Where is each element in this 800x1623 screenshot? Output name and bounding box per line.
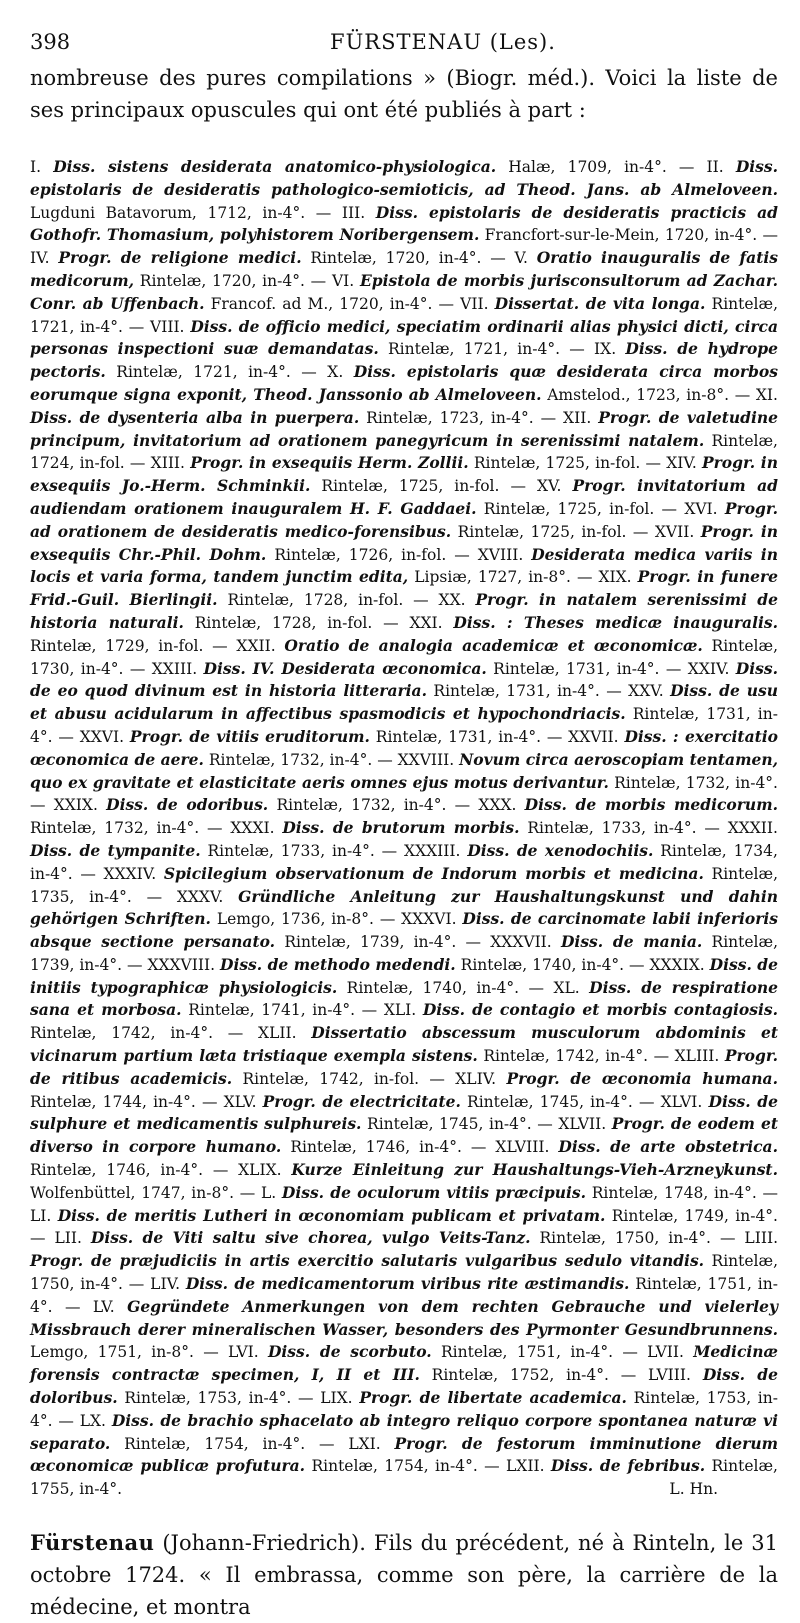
item-title: Kurze Einleitung zur Haushaltungs-Vieh-Arzneykunst. <box>291 1160 778 1180</box>
item-title: Spicilegium observationum de Indorum morbis et medicina. <box>163 863 704 883</box>
item-imprint: Lugduni Batavorum, 1712, in-4°. <box>30 203 306 222</box>
item-title: Diss. epistolaris de desideratis practicis ad Gothofr. Thomasium, polyhistorem Noribergensem. <box>30 202 779 245</box>
item-label: XLVIII. <box>495 1138 550 1157</box>
item-title: Progr. de vitiis eruditorum. <box>129 726 370 746</box>
item-label: XXVI. <box>79 727 125 746</box>
item-imprint: Rintelæ, 1720, in-4°. <box>310 249 482 268</box>
item-title: Desiderata medica variis in locis et varia forma, tandem junctim edita, <box>30 544 778 587</box>
item-label: LX. <box>79 1411 106 1430</box>
item-label: XLIII. <box>674 1047 720 1066</box>
item-label: XXXIV. <box>103 864 157 883</box>
item-imprint: Rintelæ, 1749, in-4°. <box>611 1206 778 1225</box>
item-label: LVI. <box>228 1343 259 1362</box>
item-imprint: Wolfenbüttel, 1747, in-8°. <box>30 1183 234 1202</box>
item-label: LXI. <box>348 1434 381 1453</box>
item-label: XXVII. <box>568 727 619 746</box>
item-title: Diss. de xenodochiis. <box>467 840 654 860</box>
item-imprint: Rintelæ, 1740, in-4°. <box>346 978 520 997</box>
item-imprint: Rintelæ, 1746, in-4°. <box>290 1138 462 1157</box>
item-label: XIV. <box>666 454 697 473</box>
bibliography-item <box>152 660 660 678</box>
item-imprint: Rintelæ, 1742, in-4°. <box>483 1047 648 1066</box>
item-imprint: Rintelæ, 1745, in-4°. <box>367 1115 532 1134</box>
item-imprint: Rintelæ, 1735, in-4°. <box>30 864 778 906</box>
item-imprint: Rintelæ, 1721, in-4°. <box>387 340 561 359</box>
item-title: Progr. de œconomia humana. <box>506 1068 778 1088</box>
item-label: XXI. <box>409 613 443 632</box>
item-title: Diss. de meritis Lutheri in œconomiam publicam et privatam. <box>57 1205 606 1225</box>
item-title: Diss. de doloribus. <box>30 1365 778 1408</box>
item-title: Medicinæ forensis contractæ specimen, I, II et III. <box>30 1342 778 1385</box>
item-label: XXXVIII. <box>147 955 216 974</box>
item-imprint: Amstelod., 1723, in-8°. <box>547 385 730 404</box>
item-label: XXXII. <box>727 819 778 838</box>
item-title: Progr. in exsequiis Herm. Zollii. <box>190 453 469 473</box>
item-imprint: Rintelæ, 1725, in-fol. <box>473 454 641 473</box>
item-label: XXXI. <box>230 819 275 838</box>
item-title: Diss. de febribus. <box>550 1456 706 1476</box>
item-title: Epistola de morbis jurisconsultorum ad Zachar. Conr. ab Uffenbach. <box>30 270 778 313</box>
item-imprint: Rintelæ, 1745, in-4°. <box>467 1092 633 1111</box>
item-title: Progr. de religione medici. <box>58 248 302 268</box>
item-label: V. <box>514 249 528 268</box>
bibliography-item <box>228 1343 613 1361</box>
item-title: Progr. in funere Frid.-Guil. Bierlingii. <box>30 567 779 610</box>
bibliography-item <box>147 956 624 974</box>
intro-paragraph: nombreuse des pures compilations » (Biogr. méd.). Voici la liste de ses principaux opuscules qui ont été publiés à part : <box>30 66 778 122</box>
item-imprint: Rintelæ, 1740, in-4°. <box>460 955 625 974</box>
item-label: XXIV. <box>687 659 730 678</box>
item-title: Diss. : Theses medicæ inauguralis. <box>453 612 778 632</box>
item-title: Gegründete Anmerkungen von dem rechten Gebrauche und vielerley Missbrauch derer mineralischen Wasser, besonders des Pyrmonter Gesundbrunnens. <box>30 1296 779 1339</box>
item-label: LVII. <box>647 1343 684 1362</box>
item-title: Diss. : exercitatio œconomica de aere. <box>30 726 778 769</box>
item-title: Progr. in exsequiis Chr.-Phil. Dohm. <box>30 521 778 564</box>
item-title: Diss. de methodo medendi. <box>220 954 456 974</box>
item-label: XLII. <box>258 1024 297 1043</box>
item-title: Progr. in natalem serenissimi de historia naturali. <box>30 590 778 632</box>
item-imprint: Rintelæ, 1741, in-4°. <box>188 1001 356 1020</box>
bibliography-item <box>30 1207 778 1225</box>
item-imprint: Lipsiæ, 1727, in-8°. <box>414 568 571 587</box>
item-label: LIII. <box>744 1229 778 1248</box>
item-label: LIV. <box>150 1275 180 1294</box>
item-label: XLV. <box>223 1092 257 1111</box>
item-title: Diss. sistens desiderata anatomico-physiologica. <box>53 157 497 176</box>
bibliography-item <box>54 1229 711 1247</box>
item-title: Oratio de analogia academicæ et œconomicæ. <box>284 635 703 655</box>
item-title: Progr. ad orationem de desideratis medico-forensibus. <box>30 498 779 541</box>
item-imprint: Rintelæ, 1751, in-4°. <box>30 1275 778 1316</box>
item-label: XIX. <box>598 568 632 587</box>
item-label: XXV. <box>628 682 664 701</box>
item-title: Diss. de hydrope pectoris. <box>30 339 778 382</box>
item-label: XLVI. <box>660 1092 703 1111</box>
item-imprint: Rintelæ, 1733, in-4°. <box>527 819 697 838</box>
item-imprint: Rintelæ, 1752, in-4°. <box>431 1366 609 1385</box>
item-label: XI. <box>755 385 778 404</box>
item-title: Diss. de Viti saltu sive chorea, vulgo Veits-Tanz. <box>90 1228 531 1248</box>
item-imprint: Rintelæ, 1744, in-4°. <box>30 1092 196 1111</box>
item-imprint: Rintelæ, 1753, in-4°. <box>124 1389 292 1408</box>
item-title: Diss. de mania. <box>560 932 703 952</box>
item-label: XX. <box>438 591 466 610</box>
item-imprint: Rintelæ, 1751, in-4°. <box>440 1343 614 1362</box>
item-title: Diss. de medicamentorum viribus rite æstimandis. <box>185 1274 630 1294</box>
page-header <box>30 22 778 58</box>
item-label: L. <box>260 1183 277 1202</box>
item-label: XIII. <box>150 454 185 473</box>
item-imprint: Rintelæ, 1732, in-4°. <box>614 773 778 792</box>
bibliography-item <box>30 158 667 176</box>
item-label: IV. <box>30 249 50 268</box>
item-label: I. <box>30 158 42 176</box>
bibliography-item <box>54 796 447 814</box>
item-imprint: Rintelæ, 1725, in-fol. <box>321 477 500 496</box>
item-title: Diss. de respiratione sana et morbosa. <box>30 977 779 1020</box>
item-title: Diss. de morbis medicorum. <box>524 795 778 815</box>
item-label: IX. <box>594 340 617 359</box>
item-title: Progr. in exsequiis Jo.-Herm. Schminkii. <box>30 453 778 496</box>
item-title: Progr. de valetudine principum, invitatorium ad orationem panegyricum in serenissimi natalem. <box>30 407 778 450</box>
item-imprint: Rintelæ, 1750, in-4°. <box>539 1229 711 1248</box>
item-title: Progr. de festorum imminutione dierum œconomicæ publicæ profutura. <box>30 1433 778 1476</box>
item-label: LIX. <box>320 1389 353 1408</box>
item-label: XXVIII. <box>397 750 455 769</box>
item-imprint: Rintelæ, 1720, in-4°. <box>139 271 305 290</box>
document-page <box>30 22 778 1623</box>
item-imprint: Rintelæ, 1754, in-4°. <box>311 1457 478 1476</box>
item-imprint: Rintelæ, 1734, in-4°. <box>30 841 778 883</box>
item-title: Diss. epistolaris quæ desiderata circa morbos eorumque signa exponit, Theod. Janssonio ab Almeloveen. <box>30 362 778 404</box>
item-title: Diss. de brachio sphacelato ab integro reliquo corpore spontanea naturæ vi separato. <box>30 1410 778 1453</box>
item-imprint: Rintelæ, 1731, in-4°. <box>493 659 660 678</box>
item-title: Diss. de arte obstetrica. <box>558 1137 778 1157</box>
item-title: Progr. de electricitate. <box>262 1091 461 1111</box>
item-title: Novum circa aeroscopiam tentamen, quo ex gravitate et elasticitate aeris omnes ejus motus derivantur. <box>30 749 778 792</box>
item-imprint: Rintelæ, 1748, in-4°. <box>591 1183 757 1202</box>
item-label: II. <box>706 158 724 176</box>
item-imprint: Rintelæ, 1730, in-4°. <box>30 636 779 678</box>
item-label: XVIII. <box>477 545 524 564</box>
item-label: XLVII. <box>558 1115 607 1134</box>
entry-headword: Fürstenau <box>30 1530 155 1556</box>
item-label: XXIX. <box>53 796 98 815</box>
item-label: VII. <box>460 294 489 313</box>
item-label: LVIII. <box>648 1366 691 1385</box>
item-imprint: Rintelæ, 1732, in-4°. <box>208 750 373 769</box>
item-title: Diss. epistolaris de desideratis pathologico-semioticis, ad Theod. Jans. ab Almeloveen. <box>30 157 779 199</box>
bibliography-item <box>80 728 541 746</box>
item-label: XVI. <box>684 499 718 518</box>
next-entry <box>30 1527 778 1623</box>
item-label: XXXVI. <box>401 910 457 929</box>
item-title: Dissertatio abscessum musculorum abdominis et vicinarum partium læta tristiaque exempla sistens. <box>30 1023 778 1066</box>
item-label: LII. <box>54 1229 82 1248</box>
item-imprint: Rintelæ, 1754, in-4°. <box>124 1434 306 1453</box>
item-imprint: Rintelæ, 1731, in-4°. <box>375 727 541 746</box>
item-title: Diss. de odoribus. <box>106 795 269 815</box>
running-head: FÜRSTENAU (Les). <box>330 30 556 54</box>
bibliography-list: I. Diss. sistens desiderata anatomico-physiologica. Halæ, 1709, in-4°. — II. Diss. epistolaris de desideratis pathologico-semioticis, ad Theod. Jans. ab Almeloveen. Lugduni Batavorum, 1712, in-4°. — III. Diss. epistolaris de desideratis practicis ad Gothofr. Thomasium, polyhistorem Noribergensem. Francfort-sur-le-Mein, 1720, in-4°. — IV. Progr. de religione medici. Rintelæ, 1720, in-4°. — V. Oratio inauguralis de fatis medicorum, Rintelæ, 1720, in-4°. — VI. Epistola de morbis jurisconsultorum ad Zachar. Conr. ab Uffenbach. Francof. ad M., 1720, in-4°. — VII. Dissertat. de vita longa. Rintelæ, 1721, in-4°. — VIII. Diss. de officio medici, speciatim ordinarii alias physici dicti, circa personas inspectioni suæ demandatas. Rintelæ, 1721, in-4°. — IX. Diss. de hydrope pectoris. Rintelæ, 1721, in-4°. — X. Diss. epistolaris quæ desiderata circa morbos eorumque signa exponit, Theod. Janssonio ab Almeloveen. Amstelod., 1723, in-8°. — XI. Diss. de dysenteria alba in puerpera. Rintelæ, 1723, in-4°. — XII. Progr. de valetudine principum, invitatorium ad orationem panegyricum in serenissimi natalem. Rintelæ, 1724, in-fol. — XIII. Progr. in exsequiis Herm. Zollii. Rintelæ, 1725, in-fol. — XIV. Progr. in exsequiis Jo.-Herm. Schminkii. Rintelæ, 1725, in-fol. — XV. Progr. invitatorium ad audiendam orationem inauguralem H. F. Gaddaei. Rintelæ, 1725, in-fol. — XVI. Progr. ad orationem de desideratis medico-forensibus. Rintelæ, 1725, in-fol. — XVII. Progr. in exsequiis Chr.-Phil. Dohm. Rintelæ, 1726, in-fol. — XVIII. Desiderata medica variis in locis et varia forma, tandem junctim edita, Lipsiæ, 1727, in-8°. — XIX. Progr. in funere Frid.-Guil. Bierlingii. Rintelæ, 1728, in-fol. — XX. Progr. in natalem serenissimi de historia naturali. Rintelæ, 1728, in-fol. — XXI. Diss. : Theses medicæ inauguralis. Rintelæ, 1729, in-fol. — XXII. Oratio de analogia academicæ et œconomicæ. Rintelæ, 1730, in-4°. — XXIII. Diss. IV. Desiderata œconomica. Rintelæ, 1731, in-4°. — XXIV. Diss. de eo quod divinum est in historia litteraria. Rintelæ, 1731, in-4°. — XXV. Diss. de usu et abusu acidularum in affectibus spasmodicis et hypochondriacis. Rintelæ, 1731, in-4°. — XXVI. Progr. de vitiis eruditorum. Rintelæ, 1731, in-4°. — XXVII. Diss. : exercitatio œconomica de aere. Rintelæ, 1732, in-4°. — XXVIII. Novum circa aeroscopiam tentamen, quo ex gravitate et elasticitate aeris omnes ejus motus derivantur. Rintelæ, 1732, in-4°. — XXIX. Diss. de odoribus. Rintelæ, 1732, in-4°. — XXX. Diss. de morbis medicorum. Rintelæ, 1732, in-4°. — XXXI. Diss. de brutorum morbis. Rintelæ, 1733, in-4°. — XXXII. Diss. de tympanite. Rintelæ, 1733, in-4°. — XXXIII. Diss. de xenodochiis. Rintelæ, 1734, in-4°. — XXXIV. Spicilegium observationum de Indorum morbis et medicina. Rintelæ, 1735, in-4°. — XXXV. Gründliche Anleitung zur Haushaltungskunst und dahin gehörigen Schriften. Lemgo, 1736, in-8°. — XXXVI. Diss. de carcinomate labii inferioris absque sectione persanato. Rintelæ, 1739, in-4°. — XXXVII. Diss. de mania. Rintelæ, 1739, in-4°. — XXXVIII. Diss. de methodo medendi. Rintelæ, 1740, in-4°. — XXXIX. Diss. de initiis typographicæ physiologicis. Rintelæ, 1740, in-4°. — XL. Diss. de respiratione sana et morbosa. Rintelæ, 1741, in-4°. — XLI. Diss. de contagio et morbis contagiosis. Rintelæ, 1742, in-4°. — XLII. Dissertatio abscessum musculorum abdominis et vicinarum partium læta tristiaque exempla sistens. Rintelæ, 1742, in-4°. — XLIII. Progr. de ritibus academicis. Rintelæ, 1742, in-fol. — XLIV. Progr. de œconomia humana. Rintelæ, 1744, in-4°. — XLV. Progr. de electricitate. Rintelæ, 1745, in-4°. — XLVI. Diss. de sulphure et medicamentis sulphureis. Rintelæ, 1745, in-4°. — XLVII. Progr. de eodem et diverso in corpore humano. Rintelæ, 1746, in-4°. — XLVIII. Diss. de arte obstetrica. Rintelæ, 1746, in-4°. — XLIX. Kurze Einleitung zur Haushaltungs-Vieh-Arzneykunst. Wolfenbüttel, 1747, in-8°. — L. Diss. de oculorum vitiis præcipuis. Rintelæ, 1748, in-4°. — LI. Diss. de meritis Lutheri in œconomiam publicam et privatam. Rintelæ, 1749, in-4°. — LII. Diss. de Viti saltu sive chorea, vulgo Veits-Tanz. Rintelæ, 1750, in-4°. — LIII. Progr. de præjudiciis in artis exercitio salutaris vulgaribus sedulo vitandis. Rintelæ, 1750, in-4°. — LIV. Diss. de medicamentorum viribus rite æstimandis. Rintelæ, 1751, in-4°. — LV. Gegründete Anmerkungen von dem rechten Gebrauche und vielerley Missbrauch derer mineralischen Wasser, besonders des Pyrmonter Gesundbrunnens. Lemgo, 1751, in-8°. — LVI. Diss. de scorbuto. Rintelæ, 1751, in-4°. — LVII. Medicinæ forensis contractæ specimen, I, II et III. Rintelæ, 1752, in-4°. — LVIII. Diss. de doloribus. Rintelæ, 1753, in-4°. — LIX. Progr. de libertate academica. Rintelæ, 1753, in-4°. — LX. Diss. de brachio sphacelato ab integro reliquo corpore spontanea naturæ vi separato. Rintelæ, 1754, in-4°. — LXI. Progr. de festorum imminutione dierum œconomicæ publicæ profutura. Rintelæ, 1754, in-4°. — LXII. Diss. de febribus. Rintelæ, 1755, in-4°. L. Hn. <box>30 156 778 1501</box>
item-title: Diss. de tympanite. <box>30 840 201 860</box>
author-signature: L. Hn. <box>669 1480 718 1499</box>
item-imprint: Lemgo, 1736, in-8°. <box>216 910 374 929</box>
item-imprint: Rintelæ, 1724, in-fol. <box>30 431 778 473</box>
item-imprint: Rintelæ, 1728, in-fol. <box>194 613 373 632</box>
item-title: Diss. de officio medici, speciatim ordinarii alias physici dicti, circa personas inspectioni suæ demandatas. <box>30 316 778 359</box>
item-title: Diss. de initiis typographicæ physiologicis. <box>30 954 778 997</box>
item-title: Progr. de eodem et diverso in corpore humano. <box>30 1114 778 1157</box>
bibliography-item <box>230 819 696 837</box>
item-imprint: Rintelæ, 1753, in-4°. <box>30 1389 778 1430</box>
item-imprint: Rintelæ, 1755, in-4°. <box>30 1457 778 1499</box>
item-imprint: Rintelæ, 1739, in-4°. <box>30 933 778 974</box>
item-imprint: Rintelæ, 1742, in-fol. <box>242 1069 420 1088</box>
item-imprint: Rintelæ, 1746, in-4°. <box>30 1161 204 1180</box>
item-label: XLIX. <box>238 1161 282 1180</box>
item-imprint: Lemgo, 1751, in-8°. <box>30 1343 194 1362</box>
bibliography-item <box>261 1184 757 1202</box>
item-imprint: Rintelæ, 1732, in-4°. <box>276 796 447 815</box>
item-label: VIII. <box>150 317 185 336</box>
item-imprint: Rintelæ, 1731, in-4°. <box>30 705 778 746</box>
item-title: Diss. de carcinomate labii inferioris absque sectione persanato. <box>30 909 778 952</box>
item-imprint: Rintelæ, 1733, in-4°. <box>207 841 375 860</box>
item-title: Progr. de libertate academica. <box>359 1388 627 1408</box>
item-imprint: Rintelæ, 1729, in-fol. <box>30 636 204 655</box>
item-title: Oratio inauguralis de fatis medicorum, <box>30 248 778 290</box>
item-title: Diss. de dysenteria alba in puerpera. <box>30 407 360 427</box>
item-label: XII. <box>563 408 592 427</box>
item-label: XV. <box>537 477 562 496</box>
item-label: XXXV. <box>176 887 224 906</box>
item-imprint: Rintelæ, 1742, in-4°. <box>30 1024 214 1043</box>
item-label: XLI. <box>383 1001 417 1020</box>
item-label: XXII. <box>236 636 276 655</box>
item-imprint: Francof. ad M., 1720, in-4°. <box>210 294 433 313</box>
item-title: Diss. de eo quod divinum est in historia litteraria. <box>30 658 778 701</box>
item-label: XXXIII. <box>404 841 461 860</box>
item-imprint: Rintelæ, 1750, in-4°. <box>30 1252 778 1294</box>
item-imprint: Rintelæ, 1721, in-4°. <box>116 363 291 382</box>
item-label: LV. <box>92 1297 115 1316</box>
item-title: Diss. IV. Desiderata œconomica. <box>203 658 487 678</box>
item-imprint: Rintelæ, 1725, in-fol. <box>483 499 655 518</box>
item-imprint: Rintelæ, 1739, in-4°. <box>284 933 457 952</box>
item-imprint: Rintelæ, 1731, in-4°. <box>433 682 600 701</box>
item-title: Gründliche Anleitung zur Haushaltungskunst und dahin gehörigen Schriften. <box>30 886 778 929</box>
item-label: XXIII. <box>151 659 198 678</box>
entry-name: (Johann-Friedrich). <box>162 1531 366 1556</box>
item-title: Diss. de brutorum morbis. <box>282 818 520 838</box>
item-label: XL. <box>553 978 580 997</box>
item-title: Diss. de scorbuto. <box>267 1342 432 1362</box>
item-label: XXXIX. <box>649 955 705 974</box>
item-label: XVII. <box>654 522 695 541</box>
page-number: 398 <box>30 30 71 54</box>
item-label: LI. <box>30 1206 52 1225</box>
item-title: Dissertat. de vita longa. <box>494 293 706 313</box>
item-label: VI. <box>331 271 355 290</box>
item-title: Progr. de ritibus academicis. <box>30 1046 778 1088</box>
item-label: XLIV. <box>455 1069 497 1088</box>
item-title: Progr. invitatorium ad audiendam orationem inauguralem H. F. Gaddaei. <box>30 476 778 518</box>
item-label: III. <box>341 203 366 222</box>
item-title: Diss. de oculorum vitiis præcipuis. <box>281 1182 587 1202</box>
item-label: X. <box>327 363 344 382</box>
item-imprint: Halæ, 1709, in-4°. <box>508 158 667 176</box>
item-title: Diss. de usu et abusu acidularum in affectibus spasmodicis et hypochondriacis. <box>30 681 778 724</box>
item-imprint: Rintelæ, 1723, in-4°. <box>366 408 534 427</box>
item-label: XXXVII. <box>490 933 552 952</box>
item-imprint: Rintelæ, 1726, in-fol. <box>274 545 447 564</box>
item-title: Diss. de contagio et morbis contagiosis. <box>422 1000 778 1020</box>
entry-text: Fils du précédent, né à Rinteln, le 31 octobre 1724. « Il embrassa, comme son père, la carrière de la médecine, et montra <box>30 1531 778 1620</box>
item-imprint: Francfort-sur-le-Mein, 1720, in-4°. <box>484 226 758 245</box>
bibliography-item <box>30 249 481 267</box>
item-label: LXII. <box>506 1457 545 1476</box>
item-imprint: Rintelæ, 1728, in-fol. <box>227 591 404 610</box>
item-imprint: Rintelæ, 1721, in-4°. <box>30 294 778 336</box>
item-title: Progr. de præjudiciis in artis exercitio salutaris vulgaribus sedulo vitandis. <box>30 1251 705 1271</box>
bibliography-item <box>151 454 641 472</box>
item-imprint: Rintelæ, 1732, in-4°. <box>30 819 200 838</box>
item-label: XXX. <box>478 796 517 815</box>
item-imprint: Rintelæ, 1725, in-fol. <box>457 522 627 541</box>
bibliography-item <box>224 1093 633 1111</box>
item-title: Diss. de sulphure et medicamentis sulphureis. <box>30 1091 778 1134</box>
